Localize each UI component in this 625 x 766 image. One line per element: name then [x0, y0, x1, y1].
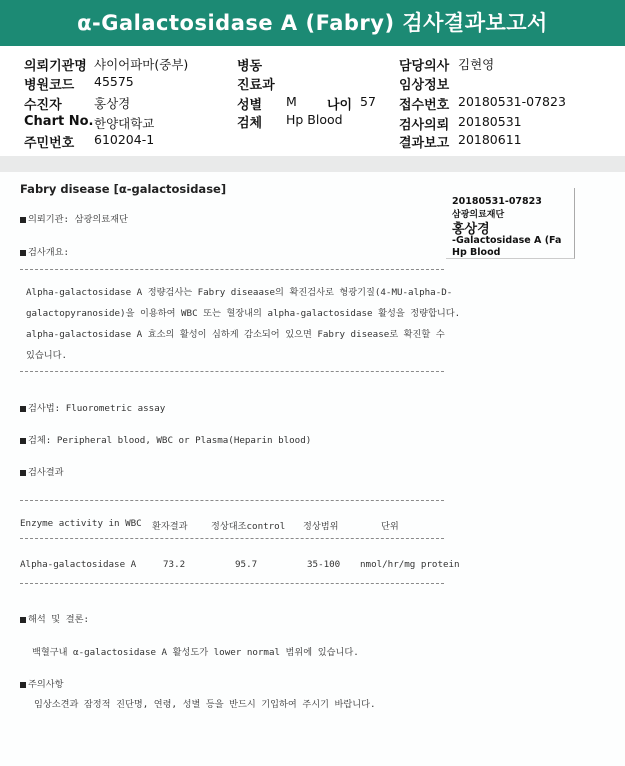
overview-line: galactopyranoside)을 이용하여 WBC 또는 혈장내의 alpha-galactosidase 활성을 정량합니다.: [26, 308, 461, 319]
label-specimen: Hp Blood: [452, 247, 501, 258]
clinical-info-label: 임상정보: [399, 78, 450, 93]
table-header: 단위: [381, 521, 399, 532]
resident-id-label: 주민번호: [24, 136, 75, 151]
table-cell: 95.7: [235, 559, 258, 570]
report-date-value: 20180611: [458, 132, 522, 147]
dashed-rule: [20, 583, 444, 584]
request-date-value: 20180531: [458, 114, 522, 129]
label-test-name: -Galactosidase A (Fa: [452, 235, 562, 246]
table-header: 정상대조control: [211, 521, 286, 532]
patient-value: 홍상경: [94, 96, 131, 111]
table-cell: 35-100: [307, 559, 341, 570]
bullet-icon: [20, 217, 26, 223]
interpretation-heading: 해석 및 결론:: [20, 611, 89, 625]
method-line: 검사법: Fluorometric assay: [20, 400, 165, 414]
overview-line: Alpha-galactosidase A 정량검사는 Fabry diseaase의 확진검사로 형광기질(4-MU-alpha-D-: [26, 287, 453, 298]
bullet-icon: [20, 406, 26, 412]
notes-heading: 주의사항: [20, 676, 64, 690]
bullet-icon: [20, 617, 26, 623]
patient-label: 수진자: [24, 98, 62, 113]
table-cell: nmol/hr/mg protein: [360, 559, 460, 570]
bullet-icon: [20, 250, 26, 256]
ward-label: 병동: [237, 59, 263, 74]
scanned-report: [0, 172, 625, 766]
table-cell: Alpha-galactosidase A: [20, 559, 137, 570]
table-header: 정상범위: [303, 521, 339, 532]
report-section-title: Fabry disease [α-galactosidase]: [20, 182, 227, 196]
sex-value: M: [286, 94, 297, 109]
label-lab-name: 삼광의료재단: [452, 210, 505, 220]
label-receipt-no: 20180531-07823: [452, 196, 542, 207]
dashed-rule: [20, 371, 444, 372]
bullet-icon: [20, 470, 26, 476]
specimen-label: 검체: [237, 116, 263, 131]
institution-value: 샤이어파마(중부): [94, 57, 189, 72]
doctor-label: 담당의사: [399, 59, 450, 74]
request-date-label: 검사의뢰: [399, 118, 450, 133]
chart-no-label: Chart No.: [24, 114, 94, 129]
sex-label: 성별: [237, 98, 263, 113]
chart-no-value: 한양대학교: [94, 116, 155, 131]
notes-text: 임상소견과 잠정적 진단명, 연령, 성별 등을 반드시 기입하여 주시기 바랍니다.: [34, 699, 376, 710]
resident-id-value: 610204-1: [94, 132, 155, 147]
interpretation-text: 백혈구내 α-galactosidase A 활성도가 lower normal 범위에 있습니다.: [32, 647, 359, 658]
report-date-label: 결과보고: [399, 136, 450, 151]
hospital-code-value: 45575: [94, 74, 134, 89]
specimen-line: 검체: Peripheral blood, WBC or Plasma(Heparin blood): [20, 432, 311, 446]
requester-line: 의뢰기관: 삼광의료재단: [20, 211, 128, 225]
label-patient-name: 홍상경: [452, 222, 490, 237]
hospital-code-label: 병원코드: [24, 78, 75, 93]
doctor-value: 김현영: [458, 57, 495, 72]
table-cell: 73.2: [163, 559, 186, 570]
receipt-no-label: 접수번호: [399, 98, 450, 113]
report-title: α-Galactosidase A (Fabry) 검사결과보고서: [0, 0, 625, 46]
overview-line: alpha-galactosidase A 효소의 활성이 심하게 감소되어 있으면 Fabry disease로 확진할 수: [26, 329, 445, 340]
bullet-icon: [20, 438, 26, 444]
section-divider: [0, 156, 625, 172]
dashed-rule: [20, 269, 444, 270]
dashed-rule: [20, 500, 444, 501]
department-label: 진료과: [237, 78, 275, 93]
receipt-no-value: 20180531-07823: [458, 94, 566, 109]
patient-info-panel: [0, 48, 625, 156]
results-heading: 검사결과: [20, 464, 64, 478]
institution-label: 의뢰기관명: [24, 59, 87, 74]
age-label: 나이: [327, 98, 353, 113]
specimen-value: Hp Blood: [286, 112, 343, 127]
table-header: 환자결과: [152, 521, 188, 532]
dashed-rule: [20, 538, 444, 539]
table-header: Enzyme activity in WBC: [20, 518, 142, 529]
specimen-label-sticker: [446, 188, 575, 259]
overview-line: 있습니다.: [26, 350, 68, 361]
overview-heading: 검사개요:: [20, 244, 69, 258]
age-value: 57: [360, 94, 376, 109]
bullet-icon: [20, 682, 26, 688]
